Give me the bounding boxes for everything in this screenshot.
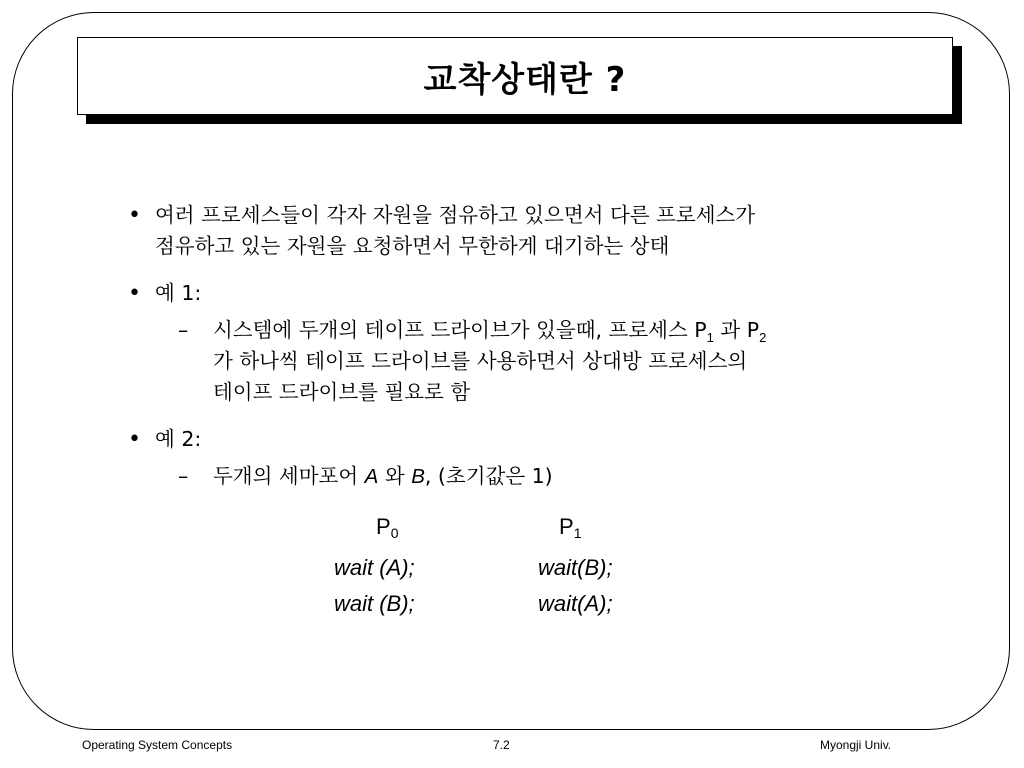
sub-bullet-3 bbox=[213, 460, 553, 493]
semaphore-a: A bbox=[364, 465, 379, 488]
bullet-2: 예 1: bbox=[155, 281, 202, 305]
bullet-dot: • bbox=[128, 427, 141, 452]
bullet-1-line-2: 점유하고 있는 자원을 요청하면서 무한하게 대기하는 상태 bbox=[155, 234, 670, 258]
p0-op-2-text: wait (B); bbox=[334, 591, 415, 616]
p0-op-1 bbox=[334, 553, 415, 583]
sub-bullet-3-text-b: 와 bbox=[378, 464, 412, 488]
bullet-1-line-1: 여러 프로세스들이 각자 자원을 점유하고 있으면서 다른 프로세스가 bbox=[155, 203, 756, 227]
bullet-dot: • bbox=[128, 203, 141, 228]
bullet-3: 예 2: bbox=[155, 427, 202, 451]
process-p0-sub: 0 bbox=[390, 525, 399, 541]
footer-course: Operating System Concepts bbox=[82, 738, 233, 752]
sub-bullet-2-text-a: 시스템에 두개의 테이프 드라이브가 있을때, 프로세스 P bbox=[213, 318, 707, 342]
footer-university: Myongji Univ. bbox=[820, 738, 892, 752]
subscript-1: 1 bbox=[706, 330, 714, 345]
slide-title: 교착상태란 ? bbox=[423, 59, 627, 100]
title-box bbox=[77, 37, 953, 115]
sub-bullet-2-line-3: 테이프 드라이브를 필요로 함 bbox=[213, 380, 471, 404]
footer-page-number: 7.2 bbox=[493, 738, 510, 752]
sub-bullet-2-text-b: 과 P bbox=[713, 318, 760, 342]
sub-bullet-3-text-a: 두개의 세마포어 bbox=[213, 464, 365, 488]
p1-op-2-text: wait(A); bbox=[538, 591, 613, 616]
sub-bullet-dash: – bbox=[178, 464, 189, 488]
process-p1-letter: P bbox=[559, 514, 574, 539]
sub-bullet-3-text-c: , (초기값은 1) bbox=[424, 464, 553, 488]
p0-op-1-text: wait (A); bbox=[334, 555, 415, 580]
process-p0-letter: P bbox=[376, 514, 391, 539]
subscript-2: 2 bbox=[759, 330, 767, 345]
p0-op-2 bbox=[334, 589, 415, 619]
sub-bullet-dash: – bbox=[178, 318, 189, 342]
sub-bullet-2-line-2: 가 하나씩 테이프 드라이브를 사용하면서 상대방 프로세스의 bbox=[213, 349, 748, 373]
p1-op-2 bbox=[538, 589, 613, 619]
process-p0-label bbox=[376, 514, 398, 541]
p1-op-1-text: wait(B); bbox=[538, 555, 613, 580]
process-p1-label bbox=[559, 514, 581, 541]
process-p1-sub: 1 bbox=[573, 525, 582, 541]
semaphore-b: B bbox=[411, 465, 425, 488]
p1-op-1 bbox=[538, 553, 613, 583]
bullet-dot: • bbox=[128, 281, 141, 306]
